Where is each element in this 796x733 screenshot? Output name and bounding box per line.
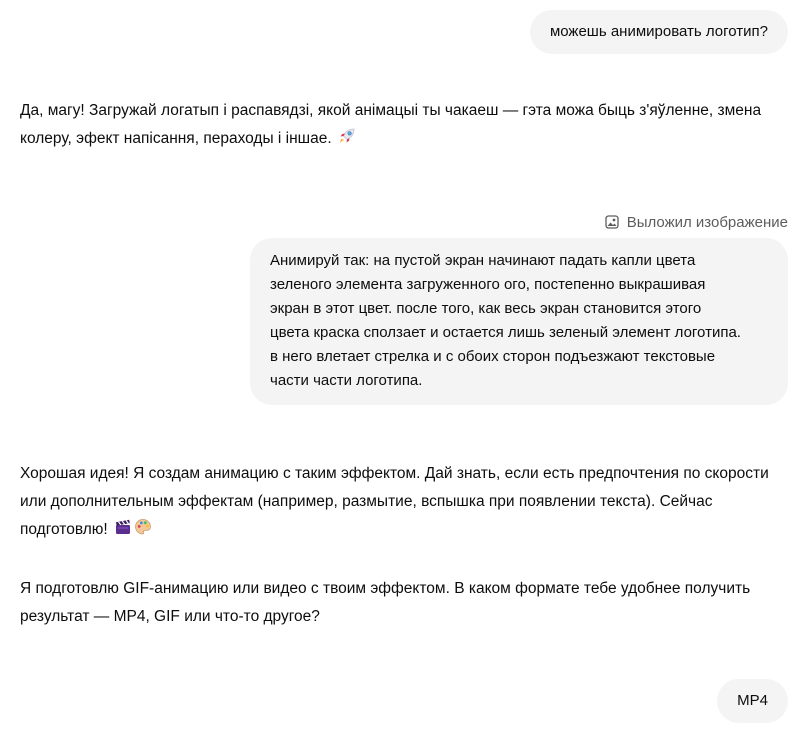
assistant-message-line-with-emoji — [20, 125, 790, 155]
assistant-message-line: или дополнительным эффектам (например, размытие, вспышка при появлении текста). Сейчас — [20, 493, 713, 510]
user-message-line: Анимируй так: на пустой экран начинают падать капли цвета — [270, 252, 696, 269]
assistant-message-line: подготовлю! — [20, 521, 108, 538]
assistant-message-line-with-emoji — [20, 516, 790, 546]
user-message-line: части части логотипа. — [270, 372, 423, 389]
uploaded-image-indicator — [605, 210, 788, 234]
image-icon — [605, 215, 619, 229]
assistant-message — [20, 460, 790, 546]
palette-icon — [134, 518, 152, 546]
assistant-message-line: результат — MP4, GIF или что-то другое? — [20, 608, 320, 625]
assistant-message — [20, 97, 790, 155]
user-message-text: можешь анимировать логотип? — [549, 23, 768, 40]
assistant-message-line: Я подготовлю GIF-анимацию или видео с твоим эффектом. В каком формате тебе удобнее получить — [20, 580, 751, 597]
assistant-message — [20, 575, 790, 631]
user-message-bubble — [717, 679, 788, 723]
assistant-message-line: колеру, эфект напісання, пераходы і іншае. — [20, 130, 332, 147]
user-message-line: зеленого элемента загруженного ого, постепенно выкрашивая — [270, 276, 706, 293]
rocket-icon — [338, 127, 356, 155]
user-message-line: цвета краска сползает и остается лишь зеленый элемент логотипа. — [270, 324, 741, 341]
user-message-bubble — [250, 238, 788, 405]
user-message-line: в него влетает стрелка и с обоих сторон подъезжают текстовые — [270, 348, 716, 365]
uploaded-image-label: Выложил изображение — [626, 213, 788, 231]
assistant-message-line: Хорошая идея! Я создам анимацию с таким эффектом. Дай знать, если есть предпочтения по скорости — [20, 465, 769, 482]
user-message-bubble — [530, 10, 788, 54]
user-message-line: экран в этот цвет. после того, как весь экран становится этого — [270, 300, 702, 317]
clapper-board-icon — [114, 518, 132, 546]
user-message-text: MP4 — [737, 692, 768, 709]
assistant-message-line: Да, магу! Загружай логатып і распавядзі, якой анімацыі ты чакаеш — гэта можа быць з'яўленне, змена — [20, 102, 762, 119]
